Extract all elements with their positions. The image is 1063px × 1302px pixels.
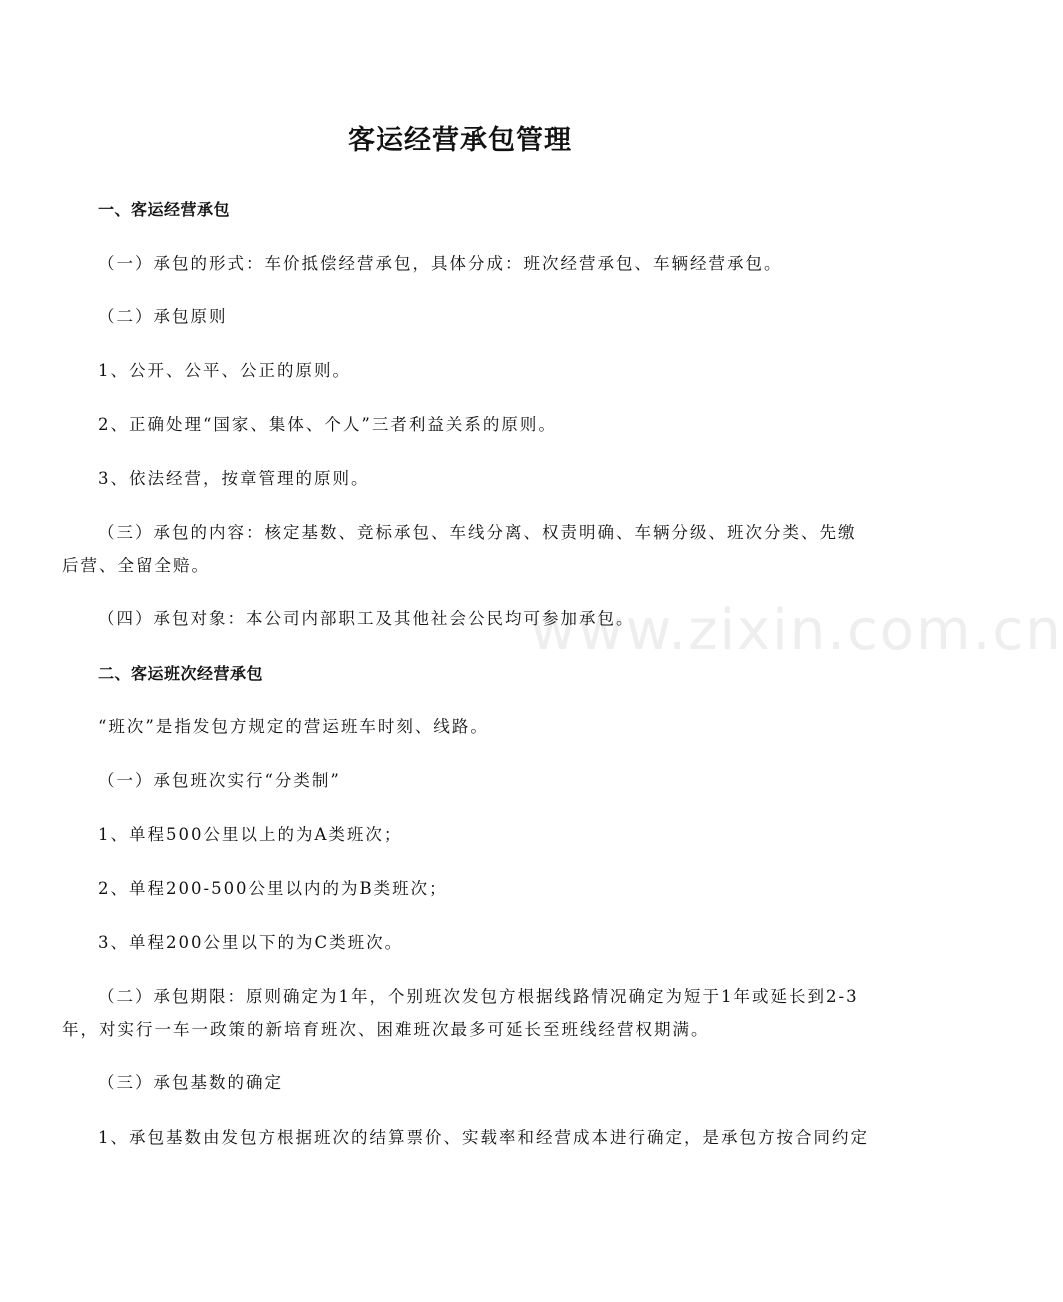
paragraph-principle-2: 2、正确处理“国家、集体、个人”三者利益关系的原则。 (98, 415, 557, 434)
paragraph-contract-form: （一）承包的形式：车价抵偿经营承包，具体分成：班次经营承包、车辆经营承包。 (98, 254, 783, 273)
paragraph-class-c: 3、单程200公里以下的为C类班次。 (98, 933, 404, 952)
paragraph-classification-heading: （一）承包班次实行“分类制” (98, 771, 341, 790)
paragraph-base-determination: 1、承包基数由发包方根据班次的结算票价、实载率和经营成本进行确定，是承包方按合同约定 (98, 1128, 869, 1147)
paragraph-class-b: 2、单程200-500公里以内的为B类班次； (98, 879, 448, 898)
watermark: www.zixin.com.cn (530, 598, 1063, 663)
paragraph-class-a: 1、单程500公里以上的为A类班次； (98, 825, 403, 844)
paragraph-principle-3: 3、依法经营，按章管理的原则。 (98, 469, 370, 488)
paragraph-contract-content-cont: 后营、全留全赔。 (62, 556, 210, 575)
section-heading-1: 一、客运经营承包 (98, 200, 231, 219)
paragraph-contract-content: （三）承包的内容：核定基数、竞标承包、车线分离、权责明确、车辆分级、班次分类、先缴 (98, 523, 857, 542)
paragraph-contract-period-cont: 年，对实行一车一政策的新培育班次、困难班次最多可延长至班线经营权期满。 (62, 1020, 710, 1039)
paragraph-principle-1: 1、公开、公平、公正的原则。 (98, 361, 351, 380)
paragraph-contract-target: （四）承包对象：本公司内部职工及其他社会公民均可参加承包。 (98, 609, 635, 628)
paragraph-principles-heading: （二）承包原则 (98, 307, 228, 326)
section-heading-2: 二、客运班次经营承包 (98, 664, 264, 683)
paragraph-contract-period: （二）承包期限：原则确定为1年，个别班次发包方根据线路情况确定为短于1年或延长到2-3 (98, 987, 859, 1006)
document-title: 客运经营承包管理 (348, 125, 572, 156)
paragraph-base-heading: （三）承包基数的确定 (98, 1073, 283, 1092)
paragraph-route-definition: “班次”是指发包方规定的营运班车时刻、线路。 (98, 717, 489, 736)
